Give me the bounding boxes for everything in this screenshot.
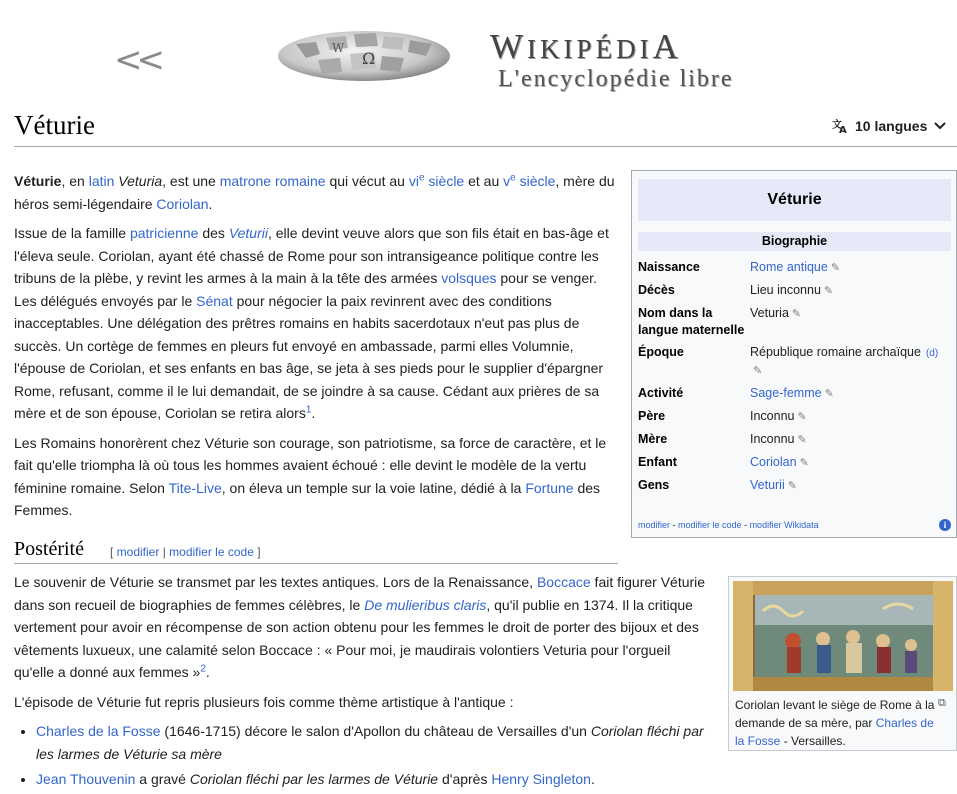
inline-text: L'épisode de Véturie fut repris plusieurs fois comme thème artistique à l'antique : [14, 693, 514, 710]
bold-text: Véturie [14, 173, 62, 189]
intro-paragraph-3 [14, 432, 618, 522]
wordmark-subtitle: L'encyclopédie libre [498, 66, 734, 92]
title-divider [14, 146, 957, 147]
inline-link[interactable]: v [503, 173, 511, 189]
infobox-rows [638, 259, 951, 500]
inline-text: des [198, 225, 229, 241]
infobox-edit-link[interactable]: modifier [638, 520, 671, 530]
pencil-edit-icon[interactable]: ✎ [823, 285, 834, 297]
inline-text: et au [464, 173, 504, 189]
language-selector[interactable] [832, 118, 947, 134]
infobox-label: Enfant [638, 455, 677, 469]
infobox-value-text: Lieu inconnu [750, 283, 821, 297]
inline-link[interactable]: Fortune [525, 479, 574, 496]
inline-link[interactable]: Jean Thouvenin [36, 771, 136, 787]
infobox-label: Nom dans la langue maternelle [638, 306, 745, 337]
pencil-edit-icon[interactable]: ✎ [791, 308, 802, 320]
inline-link[interactable]: Veturii [228, 225, 268, 241]
inline-text: . [208, 195, 213, 212]
infobox-value [750, 477, 950, 495]
infobox [631, 170, 957, 538]
enlarge-icon[interactable]: ⧉ [938, 697, 946, 709]
painting-image[interactable] [733, 581, 953, 691]
svg-text:W: W [332, 41, 345, 55]
svg-text:A: A [839, 125, 847, 134]
infobox-section-title: Biographie [638, 232, 951, 251]
inline-text: . [311, 405, 316, 421]
pencil-edit-icon[interactable]: ✎ [824, 388, 834, 400]
inline-text: . [590, 771, 595, 787]
infobox-label: Gens [638, 478, 670, 492]
inline-text: , elle devint veuve alors que son fils était en bas-âge et l'éleva seule. Coriolan, ayant été chassé de Rome pour son intransigeance politique contre les tribuns de la plèbe, y revint les armes à la main à la tête des armées [14, 225, 609, 286]
inline-text: qui vécut au [325, 173, 409, 189]
pencil-edit-icon[interactable]: ✎ [797, 434, 807, 446]
infobox-label: Père [638, 409, 666, 423]
translate-icon [832, 118, 849, 134]
image-thumbnail [728, 576, 957, 751]
infobox-value [750, 431, 950, 449]
inline-link[interactable]: Charles de la Fosse [36, 723, 161, 739]
back-button[interactable]: << [114, 40, 159, 80]
inline-link[interactable]: 2 [200, 663, 206, 675]
inline-text: Veturia [118, 173, 163, 189]
section-heading: Postérité [14, 538, 84, 560]
inline-link[interactable]: patricienne [129, 225, 199, 241]
inline-text: . [205, 664, 210, 680]
inline-text: - Versailles. [780, 734, 846, 748]
infobox-value-link[interactable]: Coriolan [750, 455, 797, 469]
info-icon[interactable]: i [939, 519, 951, 531]
inline-text: fait figurer Véturie dans son recueil de biographies de femmes célèbres, le [14, 574, 706, 613]
inline-text: Le souvenir de Véturie se transmet par les textes antiques. Lors de la Renaissance, [14, 574, 537, 590]
infobox-label: Époque [638, 345, 684, 359]
section-edit-link[interactable]: modifier [116, 545, 160, 559]
infobox-value-text: Inconnu [750, 432, 795, 446]
svg-text:Ω: Ω [362, 49, 376, 68]
section-edit-code-link[interactable]: modifier le code [169, 545, 254, 559]
pencil-edit-icon[interactable]: ✎ [787, 480, 797, 492]
intro-paragraph-1 [14, 170, 618, 215]
inline-link[interactable]: Boccace [536, 574, 591, 590]
pencil-edit-icon[interactable]: ✎ [799, 457, 809, 469]
inline-link[interactable]: Charles de la Fosse [735, 716, 934, 748]
infobox-row [638, 477, 951, 495]
svg-text:文: 文 [832, 120, 842, 131]
infobox-edit-wikidata-link[interactable]: modifier Wikidata [749, 520, 819, 530]
inline-text: , est une [162, 173, 220, 189]
inline-link[interactable]: 1 [305, 404, 312, 416]
infobox-value-text: Veturia [750, 306, 789, 320]
infobox-label: Décès [638, 283, 675, 297]
inline-text: Les Romains honorèrent chez Véturie son courage, son patriotisme, sa force de caractère, et le fait qu'elle triompha là où tous les hommes avaient échoué : elle devint le modèle de la vertu féminine romaine. Selon [14, 434, 607, 496]
inline-text: d'après [438, 771, 492, 787]
inline-text: Coriolan fléchi par les larmes de Véturie [189, 771, 439, 787]
list-item [36, 768, 714, 791]
infobox-row [638, 385, 951, 403]
inline-link[interactable]: Tite-Live [168, 479, 222, 496]
infobox-value [750, 282, 950, 300]
infobox-row [638, 454, 951, 472]
thumbnail-caption [735, 696, 941, 750]
inline-link[interactable]: e [418, 172, 425, 184]
infobox-value-link[interactable]: Sage-femme [750, 386, 822, 400]
infobox-row [638, 282, 951, 300]
inline-text: , en [61, 173, 89, 189]
inline-text: , qu'il publie en 1374. Il la critique vertement pour avoir en récompense de son action obtenu pour les femmes le droit de porter des bijoux et des vêtements luxueux, une calamité selon Boccace : « Pour moi, je maudirais volontiers Veturia pour l'orgueil qu'elle a donné aux femmes » [14, 596, 699, 680]
inline-text: pour se venger. Les délégués envoyés par le [14, 270, 597, 309]
infobox-value-text: Inconnu [750, 409, 795, 423]
infobox-value [750, 259, 950, 277]
inline-link[interactable]: matrone romaine [219, 173, 326, 189]
inline-link[interactable]: volsques [441, 270, 497, 286]
inline-text: Issue de la famille [14, 225, 130, 241]
article-intro [14, 170, 618, 529]
section-divider [14, 563, 618, 564]
infobox-label: Naissance [638, 260, 700, 274]
infobox-value [750, 305, 950, 339]
inline-link[interactable]: vi [408, 173, 419, 189]
infobox-edit-code-link[interactable]: modifier le code [678, 520, 742, 530]
wikipedia-wordmark[interactable] [490, 27, 920, 92]
infobox-title: Véturie [638, 179, 951, 221]
posterite-paragraph-1 [14, 571, 714, 684]
infobox-value [750, 344, 950, 380]
inline-link[interactable]: Sénat [196, 292, 233, 309]
infobox-row [638, 408, 951, 426]
infobox-row [638, 305, 951, 339]
inline-link[interactable]: e [510, 172, 516, 184]
inline-link[interactable]: latin [88, 173, 115, 189]
infobox-label: Mère [638, 432, 668, 446]
inline-text: pour négocier la paix revinrent avec des conditions inacceptables. Une délégation des prêtres romains en habits sacerdotaux n'eut pas plus de succès. Un cortège de femmes en pleurs fut envoyé en ambassade, parmi elles Volumnie, l'épouse de Coriolan, et ses enfants en bas âge, se jeta à ses pieds pour le supplier d'épargner Rome, refusant, comme il le lui demandait, de se joindre à sa cause. Cédant aux prières de sa mère et de son épouse, Coriolan se retira alors [14, 292, 604, 421]
section-edit-links: [ modifier | modifier le code ] [110, 545, 261, 559]
wordmark-title: WIKIPÉDIA [490, 27, 682, 66]
wikidata-link[interactable]: (d) [925, 348, 939, 359]
inline-text: Coriolan levant le siège de Rome à la demande de sa mère, par [735, 698, 935, 730]
list-item [36, 720, 714, 765]
chevron-down-icon [933, 121, 947, 131]
infobox-label: Activité [638, 386, 684, 400]
infobox-footer: modifier - modifier le code - modifier Wikidata [638, 520, 819, 530]
pencil-edit-icon[interactable]: ✎ [797, 411, 807, 423]
language-count: 10 langues [855, 118, 928, 134]
infobox-value-text: République romaine archaïque [750, 345, 921, 359]
pencil-edit-icon[interactable]: ✎ [830, 262, 841, 274]
infobox-value-link[interactable]: Rome antique [750, 260, 828, 274]
inline-link[interactable]: Coriolan [156, 195, 209, 212]
artwork-list [14, 720, 714, 791]
site-header [0, 0, 957, 106]
inline-link[interactable]: De mulieribus claris [364, 596, 487, 613]
inline-text: Coriolan fléchi par les larmes de Véturie sa mère [36, 723, 704, 762]
inline-text: a gravé [135, 771, 190, 787]
infobox-row [638, 344, 951, 380]
infobox-value [750, 408, 950, 426]
page-title: Véturie [14, 110, 95, 140]
infobox-row [638, 431, 951, 449]
article-posterite [14, 571, 714, 794]
inline-link[interactable]: siècle [424, 173, 465, 189]
intro-paragraph-2 [14, 222, 618, 425]
infobox-value-link[interactable]: Veturii [750, 478, 785, 492]
infobox-value [750, 454, 950, 472]
inline-text: des Femmes. [14, 479, 601, 518]
infobox-row [638, 259, 951, 277]
infobox-value [750, 385, 950, 403]
inline-text: , mère du héros semi-légendaire [14, 173, 615, 212]
inline-link[interactable]: Henry Singleton [491, 771, 591, 787]
inline-link[interactable]: siècle [515, 173, 556, 189]
pencil-edit-icon[interactable]: ✎ [753, 365, 763, 377]
inline-text: (1646-1715) décore le salon d'Apollon du château de Versailles d'un [160, 723, 591, 739]
wikipedia-globe-logo[interactable] [276, 30, 452, 82]
inline-text: , on éleva un temple sur la voie latine, dédié à la [221, 479, 526, 496]
posterite-paragraph-2 [14, 691, 714, 714]
